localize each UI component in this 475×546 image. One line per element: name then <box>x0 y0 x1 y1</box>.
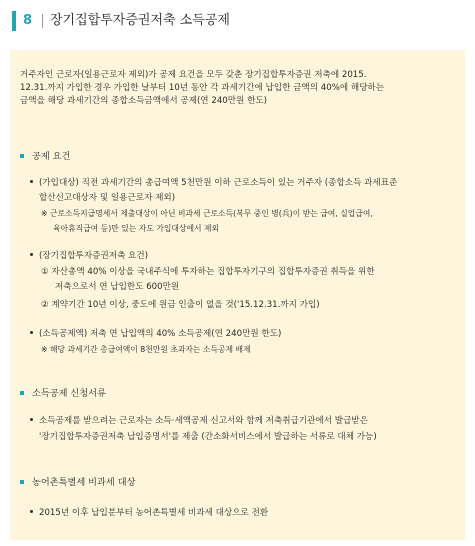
bullet-icon <box>30 180 33 183</box>
heading-requirements <box>20 150 70 164</box>
heading-label: 소득공제 신청서류 <box>32 388 106 399</box>
bullet-icon <box>30 510 33 513</box>
section-header <box>12 9 463 33</box>
documents-item <box>30 414 368 428</box>
note-text-continued: 육아휴직급여 등)만 있는 자도 가입대상에서 제외 <box>53 224 220 233</box>
intro-line: 거주자인 근로자(일용근로자 제외)가 공제 요건을 모두 갖춘 장기집합투자증권 저축에 2015. <box>20 70 367 80</box>
item-text: (가입대상) 직전 과세기간의 총급여액 5천만원 이하 근로소득이 있는 거주자 (종합소득 과세표준 <box>39 178 398 188</box>
item-text: (소득공제액) 저축 연 납입액의 40% 소득공제(연 240만원 한도) <box>39 329 282 339</box>
heading-label: 공제 요건 <box>32 151 71 162</box>
item-text-continued: '장기집합투자증권저축 납입증명서'를 제출 (간소화서비스에서 발급하는 서류로 대체 가능) <box>39 432 377 442</box>
heading-special-tax <box>20 476 135 490</box>
item-text: 소득공제를 받으려는 근로자는 소득·세액공제 신고서와 함께 저축취급기관에서 발급받은 <box>39 416 369 426</box>
bullet-icon <box>30 253 33 256</box>
item-text: (장기집합투자증권저축 요건) <box>39 251 149 261</box>
intro-line: 금액을 해당 과세기간의 종합소득금액에서 공제(연 240만원 한도) <box>20 96 268 106</box>
square-bullet-icon <box>20 154 24 158</box>
item-text-continued: 합산신고대상자 및 일용근로자 제외) <box>39 193 176 203</box>
square-bullet-icon <box>20 391 24 395</box>
item-text: 2015년 이후 납입분부터 농어촌특별세 비과세 대상으로 전환 <box>39 508 269 518</box>
section-number: 8 <box>23 13 33 28</box>
requirement-item <box>30 176 397 190</box>
condition-text: ① 자산총액 40% 이상을 국내주식에 투자하는 집합투자기구의 집합투자증권 취득을 위한 <box>41 267 375 277</box>
intro-paragraph <box>20 69 456 108</box>
bullet-icon <box>30 331 33 334</box>
bullet-icon <box>30 418 33 421</box>
special-tax-item <box>30 506 268 520</box>
content-box <box>10 50 465 540</box>
accent-bar <box>12 11 16 31</box>
note-text: ※ 근로소득지급명세서 제출대상이 아닌 비과세 근로소득(복무 중인 병(兵)이 받는 급여, 실업급여, <box>41 209 373 218</box>
condition-text: ② 계약기간 10년 이상, 중도에 원금 인출이 없을 것('15.12.31.까지 가입) <box>41 300 320 310</box>
heading-documents <box>20 387 106 401</box>
requirement-item <box>30 327 281 341</box>
note-text: ※ 해당 과세기간 총급여액이 8천만원 초과자는 소득공제 배제 <box>41 345 251 354</box>
heading-label: 농어촌특별세 비과세 대상 <box>32 477 136 488</box>
condition-text-continued: 저축으로서 연 납입한도 600만원 <box>55 282 180 292</box>
square-bullet-icon <box>20 480 24 484</box>
requirement-item <box>30 249 148 263</box>
intro-line: 12.31.까지 가입한 경우 가입한 날부터 10년 동안 각 과세기간에 납입한 금액의 40%에 해당하는 <box>20 83 385 93</box>
header-divider <box>42 14 43 28</box>
section-title: 장기집합투자증권저축 소득공제 <box>50 13 230 28</box>
